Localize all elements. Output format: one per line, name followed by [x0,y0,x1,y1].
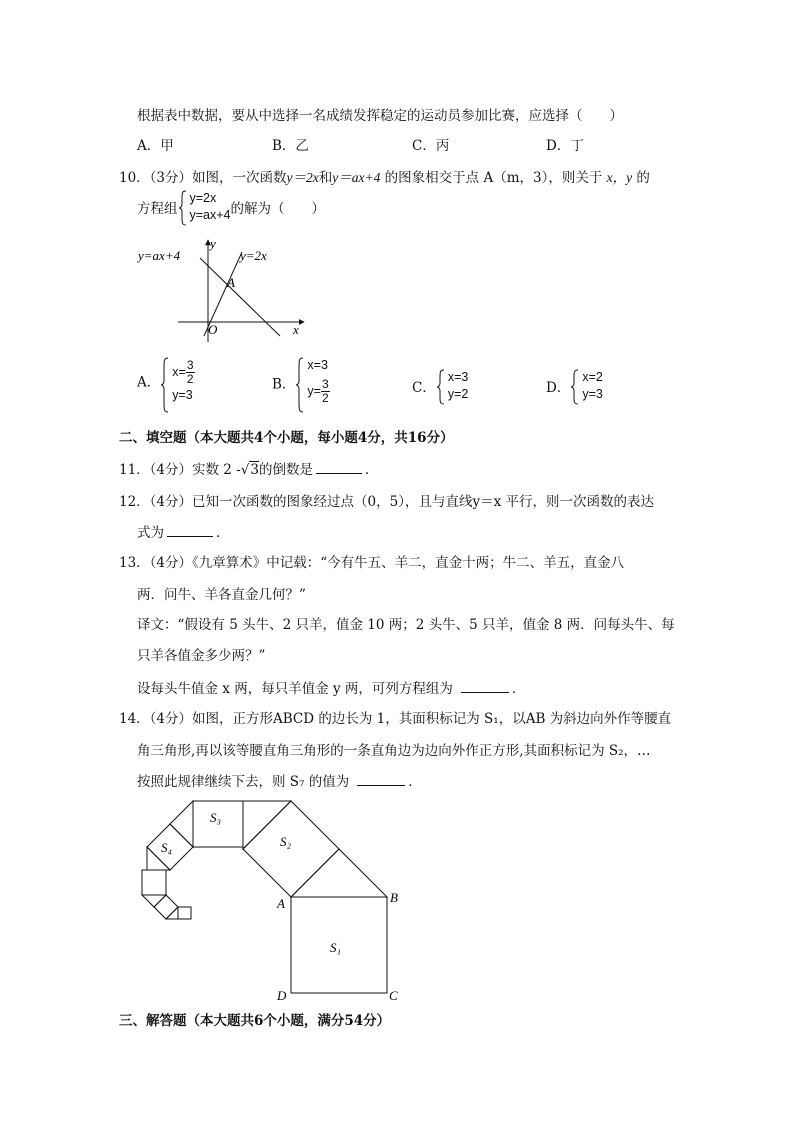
q11-period: ． [364,462,379,478]
q10-number: 10．（3分）如图，一次函数 [119,170,287,186]
q10-option-d-letter: D． [546,380,571,396]
label-c: C [389,988,398,1002]
q9-option-a: A．甲 [137,138,174,154]
q10-system-label: 方程组 [137,201,178,217]
brace-icon [570,369,580,405]
q10-d-x: x=2 [582,370,603,384]
triangle-6 [166,907,178,919]
label-origin: O [208,322,218,337]
q11 [119,458,378,478]
triangle-1 [291,849,387,897]
q10-line1 [119,166,650,186]
label-2x: y=2x [240,248,267,263]
q10-line2 [137,190,325,224]
label-s4: S₄ [161,840,173,855]
q12-line2-text: 式为 [137,525,164,541]
label-d: D [277,988,287,1002]
q14-period: ． [408,774,422,790]
q10-a-x-label: x= [172,365,186,379]
q10-b-x: x=3 [307,358,328,372]
brace-icon [295,357,305,413]
q10-point: A（m，3），则关于 [483,170,603,186]
q14-answer-blank[interactable] [357,773,405,786]
q10-b-denominator: 2 [321,391,329,406]
q13-answer-blank[interactable] [461,680,509,693]
label-x: x [293,322,299,337]
brace-icon [436,369,446,405]
q13-line4: 只羊各值金多少两？” [137,648,266,664]
label-y: y [210,236,216,251]
triangle-5 [142,895,166,907]
q10-a-y: y=3 [172,388,193,402]
q14-line3 [137,770,422,790]
q14-figure [130,796,410,1002]
q13-line2: 两．问牛、羊各直金几何？” [137,587,306,603]
q10-solution-label: 的解为（ ） [230,201,326,217]
triangle-3 [170,801,193,847]
q10-option-a [137,357,195,404]
brace-icon [178,190,188,226]
section3-heading: 三、解答题（本大题共6个小题，满分54分） [119,1013,391,1029]
square-s6 [154,895,178,919]
label-ax-plus-4: y=ax+4 [138,248,181,263]
q14-line3-text: 按照此规律继续下去，则 S₇ 的值为 [137,774,350,790]
q9-option-b: B．乙 [272,138,309,154]
q13-period: ． [511,681,526,697]
q10-option-a-system [160,357,194,404]
q10-sys-row2: y=ax+4 [189,208,231,222]
q10-option-c [412,369,468,403]
q10-option-b-letter: B． [272,376,296,393]
q9-text: 根据表中数据，要从中选择一名成绩发挥稳定的运动员参加比赛，应选择（ ） [137,108,623,124]
q10-and: 和 [318,170,333,186]
q10-d-y: y=3 [582,387,603,401]
section2-heading: 二、填空题（本大题共4个小题，每小题4分，共16分） [119,430,454,446]
q10-option-c-letter: C． [412,380,436,396]
label-s3: S₃ [210,810,222,825]
q10-de: 的 [636,170,650,186]
q10-c-x: x=3 [447,370,469,384]
q11-pre: 11．（4分）实数 2 - [119,462,241,478]
q10-graph [136,236,316,344]
q13-line5-text: 设每头牛值金 x 两，每只羊值金 y 两，可列方程组为 [137,681,453,697]
q10-b-numerator: 3 [321,377,329,392]
q10-option-d-system [570,369,603,403]
q14-line1: 14．（4分）如图，正方形ABCD 的边长为 1，其面积标记为 S₁，以AB 为斜边向外作等腰直 [119,711,672,727]
q9-option-c: C．丙 [412,138,450,154]
label-b: B [390,890,398,905]
q10-func1: y＝2x [286,170,319,185]
q10-c-y: y=2 [447,387,469,401]
square-s2 [243,801,339,897]
q10-option-a-letter: A． [137,374,161,391]
q10-vars: x，y [606,170,633,185]
q12-line2 [137,521,230,541]
q11-radicand: 3 [250,462,259,478]
q10-func2: y＝ax+4 [332,170,381,185]
q11-answer-blank[interactable] [316,461,362,474]
label-s2: S₂ [280,834,292,849]
q13-line3: 译文：“假设有 5 头牛、2 只羊，值金 10 两；2 头牛、5 只羊，值金 8 两．问每头牛、每 [137,617,675,633]
q13-line5 [137,677,525,697]
q12-answer-blank[interactable] [167,524,213,537]
q12-period: ． [216,525,230,541]
label-a: A [277,896,285,911]
label-point-a: A [227,275,235,290]
q10-option-d [546,369,603,403]
label-s1: S₁ [330,940,342,955]
q14-line2: 角三角形,再以该等腰直角三角形的一条直角边为边向外作正方形,其面积标记为 S₂，… [137,743,651,759]
q10-b-y-label: y= [307,384,321,398]
q11-post: 的倒数是 [258,462,313,478]
q10-intersect: 的图象相交于点 [384,170,480,186]
square-s5 [142,870,166,895]
q10-a-numerator: 3 [186,358,194,373]
brace-icon [160,357,170,413]
q10-sys-row1: y=2x [189,191,217,205]
q13-line1: 13．（4分）《九章算术》中记载：“今有牛五、羊二，直金十两；牛二、羊五，直金八 [119,555,625,571]
q10-option-b [272,357,330,408]
q10-option-b-system [295,357,329,408]
q10-equation-system [178,190,231,224]
q10-a-denominator: 2 [186,372,194,387]
square-s7 [178,907,191,919]
q12-line1: 12．（4分）已知一次函数的图象经过点（0，5），且与直线y＝x 平行，则一次函数的表达 [119,494,654,510]
q10-option-c-system [436,369,469,403]
sqrt-icon: √ [240,462,250,478]
q9-option-d: D．丁 [546,138,584,154]
